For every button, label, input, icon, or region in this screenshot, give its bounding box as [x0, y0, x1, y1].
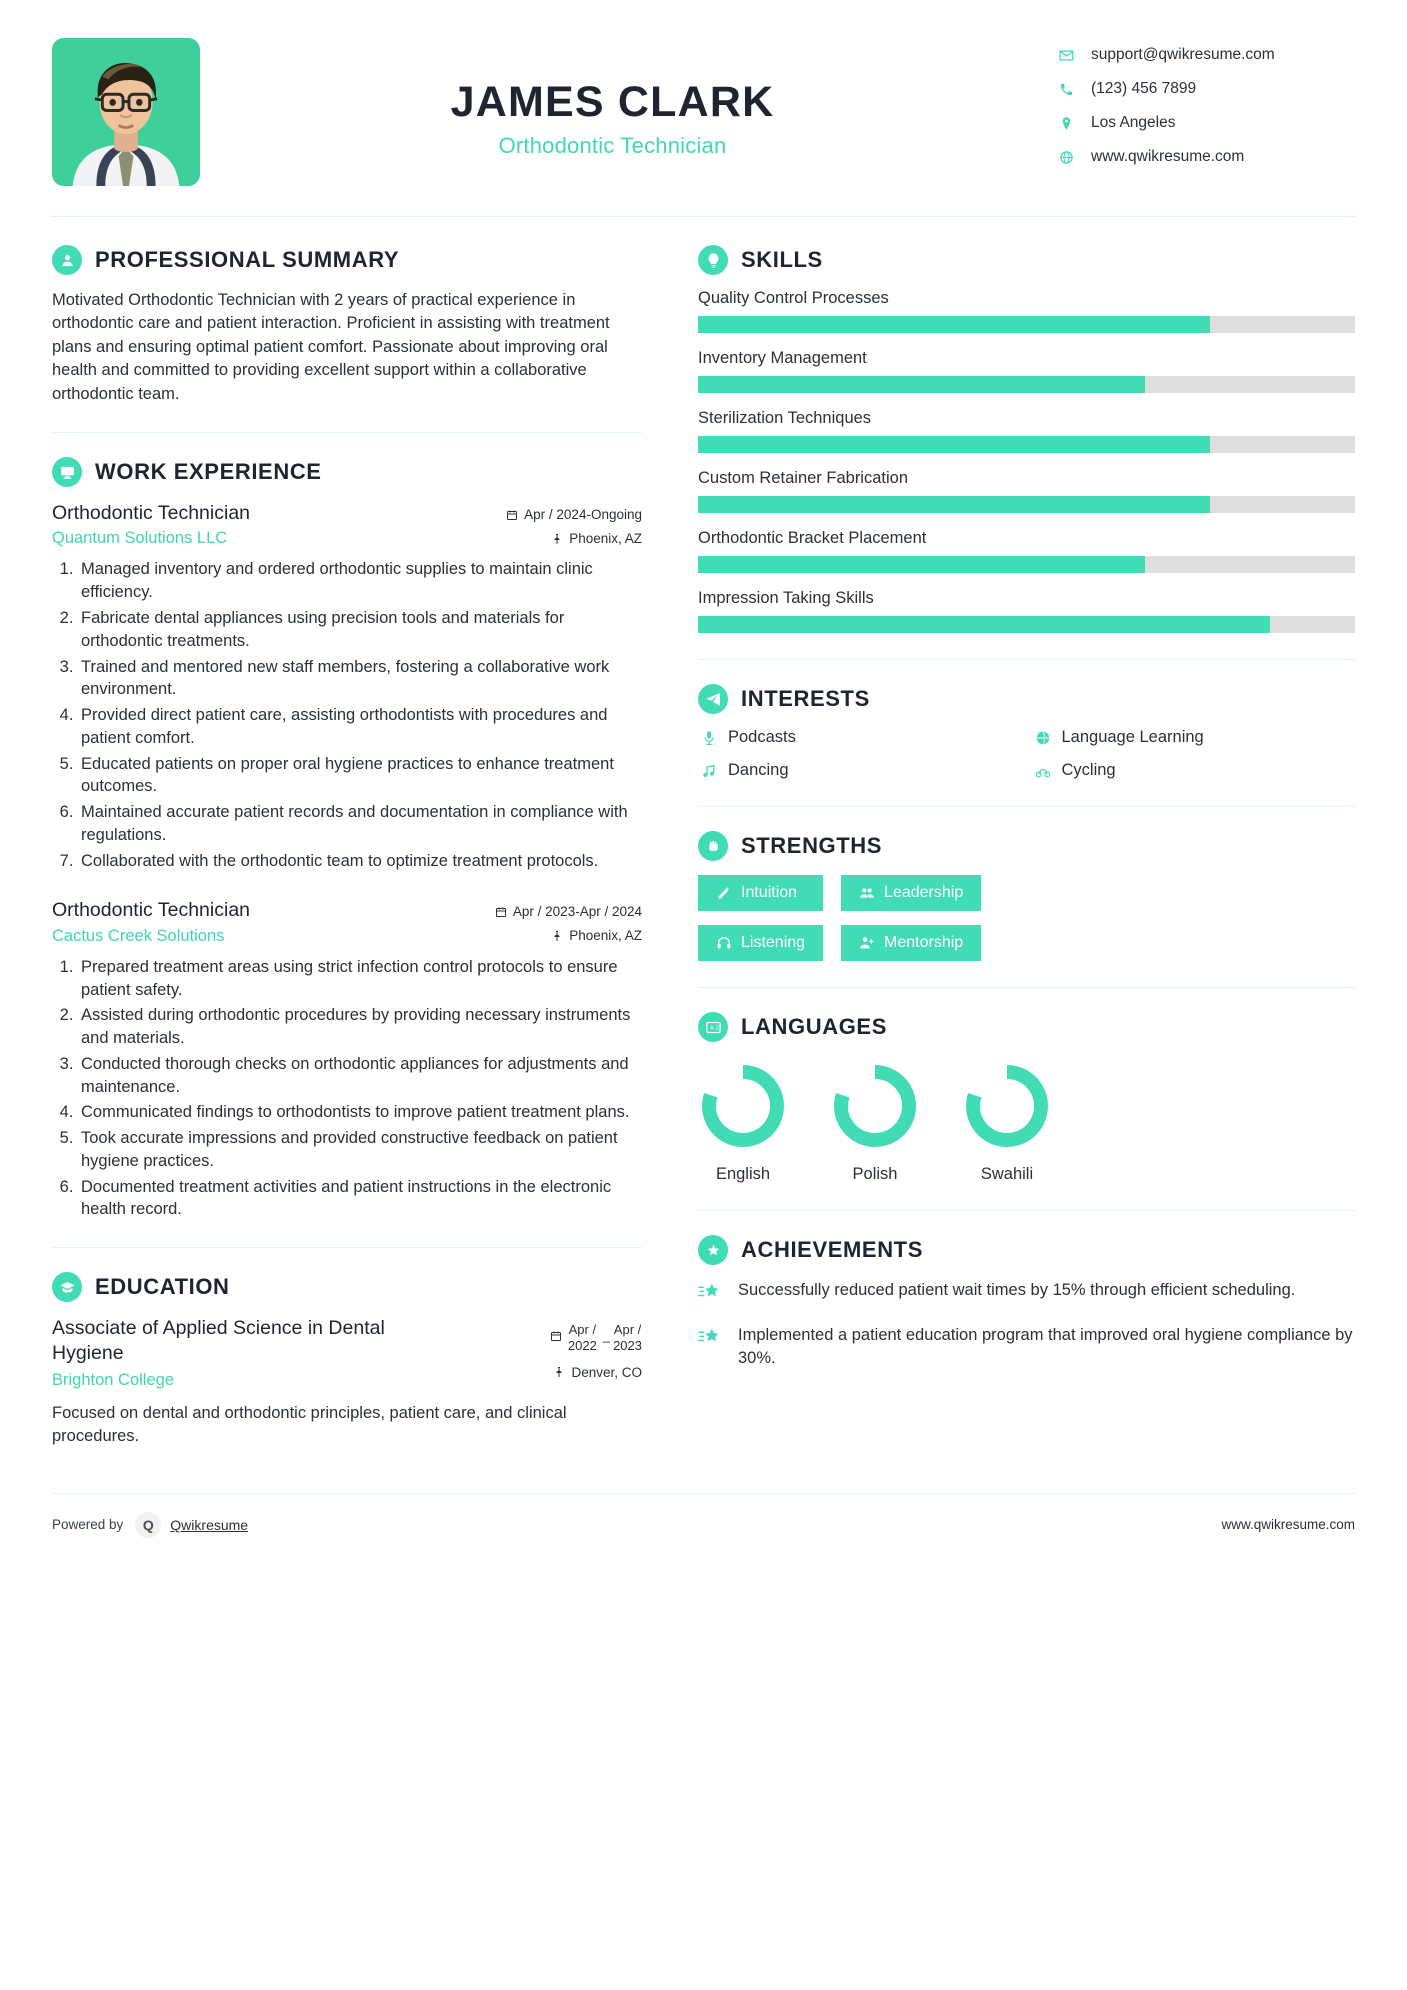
job-bullet: 4. Provided direct patient care, assisting orthodontists with procedures and patient comfort.	[78, 704, 642, 750]
skill-bar-track	[698, 316, 1355, 333]
strength-label: Leadership	[884, 884, 964, 901]
footer-website: www.qwikresume.com	[1221, 1517, 1355, 1533]
monitor-icon	[52, 457, 82, 487]
job-bullet-list	[52, 558, 642, 872]
section-languages	[698, 1012, 1355, 1184]
language-name: Swahili	[980, 1165, 1034, 1183]
graduation-cap-icon	[52, 1272, 82, 1302]
lightbulb-icon	[698, 245, 728, 275]
job-bullet: 2. Assisted during orthodontic procedures by providing necessary instruments and materials.	[78, 1004, 642, 1050]
job-bullet: 3. Conducted thorough checks on orthodontic appliances for adjustments and maintenance.	[78, 1053, 642, 1099]
interest-label: Podcasts	[728, 728, 796, 746]
education-entry	[52, 1316, 642, 1449]
strength-label: Mentorship	[884, 934, 964, 951]
pin-icon	[553, 1366, 565, 1378]
section-title: EDUCATION	[95, 1274, 230, 1300]
contact-website-value: www.qwikresume.com	[1091, 148, 1245, 165]
job-bullet: 6. Maintained accurate patient records and documentation in compliance with regulations.	[78, 801, 642, 847]
contact-website[interactable]	[1055, 148, 1355, 166]
calendar-icon	[550, 1322, 562, 1342]
svg-text:文: 文	[713, 1025, 720, 1032]
work-experience-entry	[52, 898, 642, 1221]
pin-icon	[551, 930, 563, 942]
job-location	[495, 928, 642, 943]
contact-list	[1055, 38, 1355, 166]
calendar-icon	[495, 906, 507, 918]
globe-icon	[1032, 730, 1054, 746]
job-dates	[506, 507, 642, 522]
work-experience-entry	[52, 501, 642, 872]
language-item	[962, 1062, 1052, 1184]
skill-bar-fill	[698, 436, 1210, 453]
section-divider	[52, 432, 642, 433]
job-dates-value: Apr / 2023-Apr / 2024	[512, 904, 642, 920]
skill-bar-track	[698, 556, 1355, 573]
section-education	[52, 1272, 642, 1449]
section-work-experience	[52, 457, 642, 1221]
qwikresume-link[interactable]: Qwikresume	[170, 1516, 249, 1533]
language-progress-ring	[699, 1062, 787, 1150]
job-bullet: 1. Managed inventory and ordered orthodontic supplies to maintain clinic efficiency.	[78, 558, 642, 604]
svg-text:A: A	[709, 1025, 714, 1032]
education-start-year: 2022	[567, 1338, 597, 1354]
skill-name: Inventory Management	[698, 349, 867, 367]
email-icon	[1055, 46, 1077, 64]
interest-item	[698, 728, 1022, 747]
job-location	[506, 531, 642, 546]
job-location-value: Phoenix, AZ	[569, 928, 642, 944]
strength-tag	[698, 875, 823, 911]
skill-name: Custom Retainer Fabrication	[698, 469, 909, 487]
skill-bar-fill	[698, 376, 1145, 393]
language-item	[698, 1062, 788, 1184]
skill-bar-fill	[698, 556, 1145, 573]
skill-item	[698, 289, 1355, 333]
page-footer	[52, 1493, 1355, 1560]
section-title: ACHIEVEMENTS	[741, 1237, 923, 1262]
section-title: INTERESTS	[741, 686, 870, 711]
strength-tag	[841, 875, 981, 911]
job-dates	[495, 904, 642, 919]
section-divider	[52, 1247, 642, 1248]
job-company: Quantum Solutions LLC	[52, 529, 228, 548]
job-bullet: 7. Collaborated with the orthodontic team to optimize treatment protocols.	[78, 850, 642, 873]
job-bullet: 5. Educated patients on proper oral hygiene practices to enhance treatment outcomes.	[78, 753, 642, 799]
pin-icon	[551, 533, 563, 545]
contact-email-value: support@qwikresume.com	[1091, 46, 1275, 63]
section-title: PROFESSIONAL SUMMARY	[95, 247, 400, 272]
section-title: STRENGTHS	[741, 833, 883, 858]
shooting-star-icon	[698, 1279, 728, 1308]
job-bullet: 5. Took accurate impressions and provided constructive feedback on patient hygiene practices.	[78, 1127, 642, 1173]
right-column	[698, 245, 1355, 1396]
strength-label: Listening	[741, 934, 806, 951]
skill-name: Impression Taking Skills	[698, 589, 874, 607]
powered-by	[52, 1512, 248, 1538]
qwikresume-logo-icon: Q	[135, 1512, 161, 1538]
interest-item	[1032, 761, 1356, 780]
users-group-icon	[859, 885, 875, 901]
strength-label: Intuition	[741, 884, 798, 901]
education-end	[613, 1322, 642, 1355]
job-bullet: 2. Fabricate dental appliances using precision tools and materials for orthodontic treatments.	[78, 607, 642, 653]
achievement-item	[698, 1324, 1355, 1370]
job-bullet: 3. Trained and mentored new staff members, fostering a collaborative work environment.	[78, 656, 642, 702]
education-end-month: Apr /	[613, 1322, 642, 1338]
job-company: Cactus Creek Solutions	[52, 926, 225, 945]
education-end-year: 2023	[613, 1338, 642, 1354]
skill-bar-fill	[698, 316, 1210, 333]
job-bullet: 1. Prepared treatment areas using strict infection control protocols to ensure patient safety.	[78, 956, 642, 1002]
interest-item	[698, 761, 1022, 780]
job-role: Orthodontic Technician	[52, 899, 251, 922]
job-bullet: 4. Communicated findings to orthodontists to improve patient treatment plans.	[78, 1101, 642, 1124]
name-block	[200, 38, 1055, 159]
section-skills	[698, 245, 1355, 633]
skill-name: Orthodontic Bracket Placement	[698, 529, 927, 547]
skill-bar-fill	[698, 616, 1270, 633]
skill-bar-track	[698, 496, 1355, 513]
interest-label: Cycling	[1061, 761, 1116, 779]
strength-tag	[698, 925, 823, 961]
section-title: LANGUAGES	[741, 1014, 887, 1039]
section-divider	[698, 987, 1355, 988]
contact-phone-value: (123) 456 7899	[1091, 80, 1197, 97]
skill-item	[698, 469, 1355, 513]
magic-wand-icon	[716, 885, 732, 901]
achievement-text: Successfully reduced patient wait times by 15% through efficient scheduling.	[738, 1281, 1296, 1299]
skill-item	[698, 589, 1355, 633]
section-divider	[698, 659, 1355, 660]
calendar-icon	[506, 509, 518, 521]
globe-icon	[1055, 148, 1077, 166]
user-plus-icon	[859, 935, 875, 951]
section-interests	[698, 684, 1355, 780]
left-column	[52, 245, 660, 1475]
phone-icon	[1055, 80, 1077, 98]
skill-bar-track	[698, 616, 1355, 633]
education-location	[550, 1365, 642, 1380]
skill-name: Quality Control Processes	[698, 289, 889, 307]
shooting-star-icon	[698, 1324, 728, 1353]
resume-header	[52, 0, 1355, 206]
education-degree: Associate of Applied Science in Dental Hygiene	[52, 1317, 385, 1364]
skill-bar-track	[698, 376, 1355, 393]
education-dates	[550, 1316, 642, 1355]
headphones-icon	[716, 935, 732, 951]
education-start	[568, 1322, 597, 1355]
education-location-value: Denver, CO	[571, 1364, 642, 1380]
skill-item	[698, 349, 1355, 393]
section-achievements	[698, 1235, 1355, 1370]
candidate-job-title: Orthodontic Technician	[498, 133, 727, 159]
skill-name: Sterilization Techniques	[698, 409, 872, 427]
achievement-item	[698, 1279, 1355, 1308]
star-circle-icon	[698, 1235, 728, 1265]
paper-plane-icon	[698, 684, 728, 714]
contact-phone[interactable]	[1055, 80, 1355, 98]
microphone-icon	[698, 730, 720, 746]
translate-icon	[698, 1012, 728, 1042]
contact-email[interactable]	[1055, 46, 1355, 64]
section-divider	[698, 1210, 1355, 1211]
section-title: WORK EXPERIENCE	[95, 459, 322, 485]
education-school: Brighton College	[52, 1370, 174, 1389]
contact-location-value: Los Angeles	[1091, 114, 1176, 131]
job-bullet-list	[52, 956, 642, 1221]
language-name: English	[715, 1165, 771, 1183]
section-strengths	[698, 831, 1355, 961]
language-name: Polish	[852, 1165, 898, 1183]
section-title: SKILLS	[741, 247, 823, 272]
language-item	[830, 1062, 920, 1184]
job-dates-value: Apr / 2024-Ongoing	[524, 507, 642, 523]
interest-label: Dancing	[728, 761, 789, 779]
fist-icon	[698, 831, 728, 861]
summary-text: Motivated Orthodontic Technician with 2 years of practical experience in orthodontic care and patient interaction. Proficient in assisting with treatment plans and ensuring optimal patient comfort. Passionate about improving oral health and committed to providing excellent support within a collaborative orthodontic team.	[52, 291, 610, 403]
interest-label: Language Learning	[1061, 728, 1204, 746]
music-note-icon	[698, 763, 720, 779]
skill-item	[698, 409, 1355, 453]
language-progress-ring	[831, 1062, 919, 1150]
education-start-month: Apr /	[568, 1322, 597, 1338]
user-circle-icon	[52, 245, 82, 275]
date-separator: _	[602, 1328, 611, 1344]
interest-item	[1032, 728, 1356, 747]
powered-by-label: Powered by	[52, 1517, 124, 1533]
job-bullet: 6. Documented treatment activities and patient instructions in the electronic health record.	[78, 1176, 642, 1222]
language-progress-ring	[963, 1062, 1051, 1150]
education-description: Focused on dental and orthodontic principles, patient care, and clinical procedures.	[52, 1403, 567, 1446]
avatar	[52, 38, 200, 186]
section-divider	[698, 806, 1355, 807]
job-role: Orthodontic Technician	[52, 502, 251, 525]
bicycle-icon	[1032, 763, 1054, 779]
skill-item	[698, 529, 1355, 573]
section-professional-summary	[52, 245, 642, 406]
job-location-value: Phoenix, AZ	[569, 531, 642, 547]
achievement-text: Implemented a patient education program that improved oral hygiene compliance by 30%.	[738, 1326, 1353, 1367]
strength-tag	[841, 925, 981, 961]
location-pin-icon	[1055, 114, 1077, 132]
skill-bar-fill	[698, 496, 1210, 513]
contact-location	[1055, 114, 1355, 132]
candidate-name: JAMES CLARK	[450, 78, 775, 126]
skill-bar-track	[698, 436, 1355, 453]
